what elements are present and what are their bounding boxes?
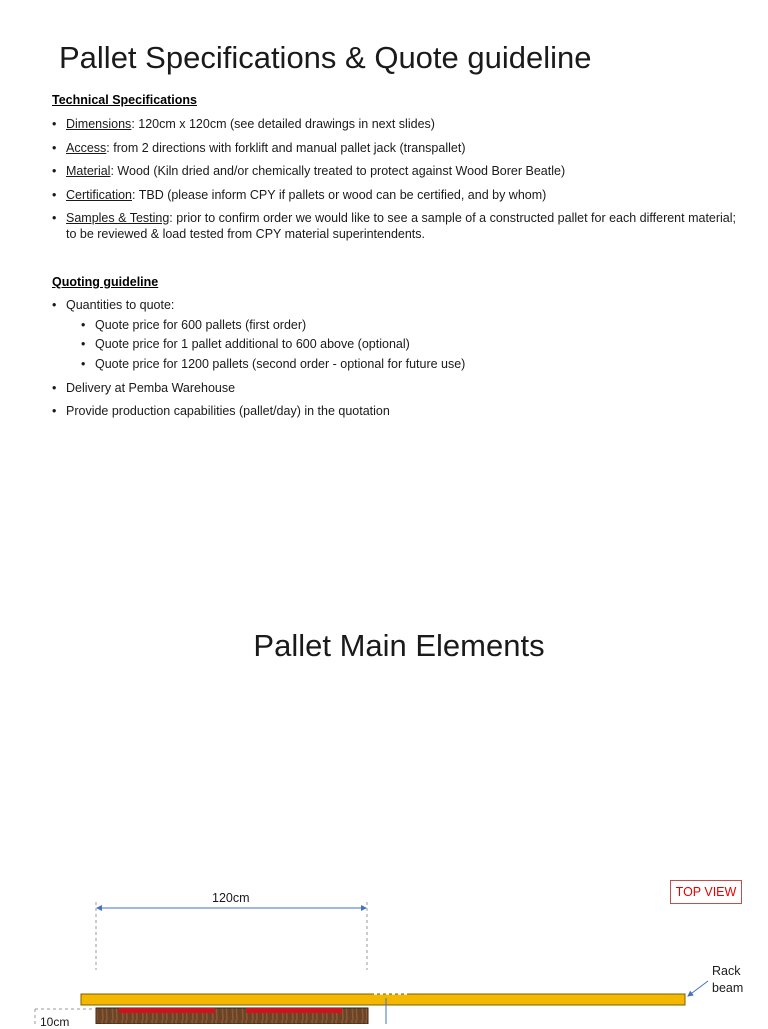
technical-specifications-heading: Technical Specifications (52, 93, 197, 107)
item-text: : from 2 directions with forklift and manual pallet jack (transpallet) (106, 140, 466, 155)
quoting-guideline-heading: Quoting guideline (52, 275, 159, 289)
rack-beam-label: Rack beam (712, 964, 744, 995)
red-strip-left (119, 1008, 215, 1013)
item-label: Access (66, 140, 107, 155)
item-label: Samples & Testing (66, 211, 170, 225)
technical-specifications-list (52, 116, 742, 250)
width-dimension-label: 120cm (212, 891, 250, 905)
rack-beam (81, 994, 685, 1005)
item-label: Material (66, 164, 111, 178)
slide-title: Pallet Main Elements (253, 628, 545, 663)
list-item: • Certification: TBD (please inform CPY if pallets or wood can be certified, and by whom) (52, 187, 547, 202)
list-item: • Samples & Testing: prior to confirm order we would like to see a sample of a constructed pallet for each different material; to be reviewed & load tested from CPY material superintendents. (52, 211, 737, 241)
item-text: : prior to confirm order we would like to see a sample of a constructed pallet for each different material; to be reviewed & load tested from CPY material superintendents. (66, 211, 737, 241)
page-title: Pallet Specifications & Quote guideline (59, 40, 592, 75)
list-item: • Material: Wood (Kiln dried and/or chemically treated to protect against Wood Borer Beatle) (52, 164, 566, 178)
list-item: • Provide production capabilities (pallet/day) in the quotation (52, 404, 390, 418)
rack-beam-pointer (688, 981, 708, 996)
top-view-label: TOP VIEW (670, 880, 742, 904)
red-strip-right (246, 1008, 342, 1013)
item-text: : Wood (Kiln dried and/or chemically treated to protect against Wood Borer Beatle) (110, 164, 566, 178)
list-item: • Quote price for 1 pallet additional to 600 above (optional) (81, 337, 410, 351)
list-item: • Access: from 2 directions with forklift and manual pallet jack (transpallet) (52, 140, 466, 155)
list-item: • Quote price for 600 pallets (first order) (81, 317, 307, 332)
quoting-guideline-list (52, 297, 742, 427)
height-dimension-label: 10cm (40, 1015, 70, 1029)
item-text: : TBD (please inform CPY if pallets or wood can be certified, and by whom) (132, 187, 547, 202)
slide-pallet-main-elements (0, 560, 768, 1029)
list-item: • Delivery at Pemba Warehouse (52, 380, 236, 395)
list-item: • Quote price for 1200 pallets (second order - optional for future use) (81, 356, 466, 371)
list-item: • Dimensions: 120cm x 120cm (see detailed drawings in next slides) (52, 117, 435, 131)
list-item: • Quantities to quote: (52, 298, 175, 312)
item-label: Dimensions (66, 117, 132, 131)
item-text: : 120cm x 120cm (see detailed drawings in next slides) (131, 117, 435, 131)
pallet-drawing (0, 560, 768, 1024)
item-label: Certification (66, 187, 132, 202)
